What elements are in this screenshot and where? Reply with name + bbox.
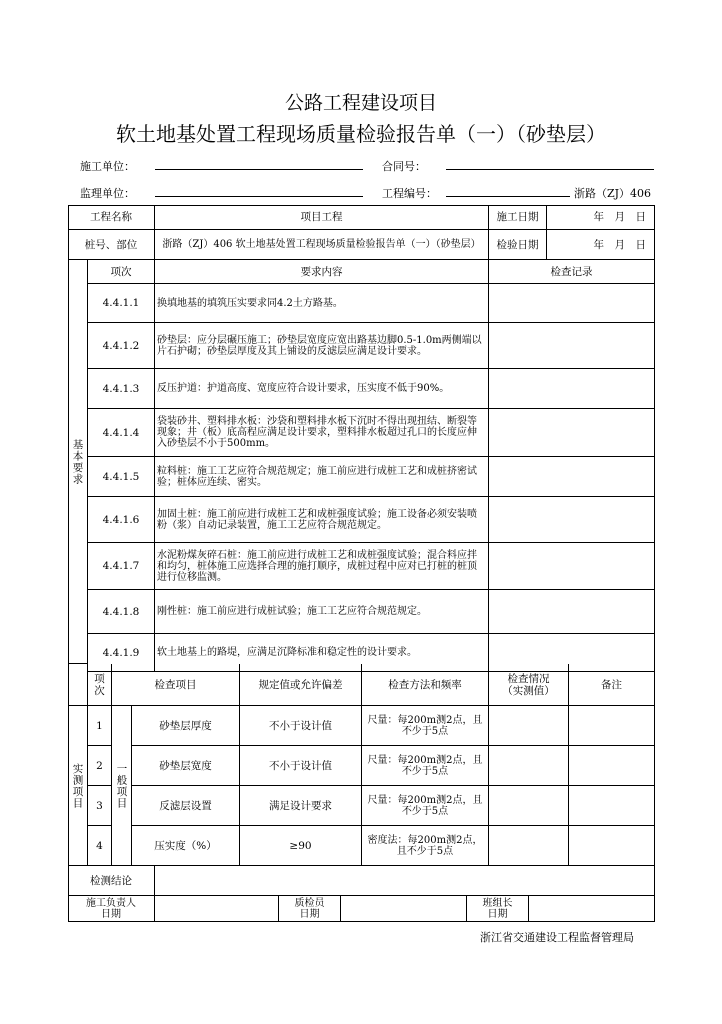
basic-section-text: 基本要求: [71, 438, 84, 485]
basic-item-no: 4.4.1.7: [88, 543, 155, 590]
inspection-date-label: 检验日期: [489, 230, 547, 260]
measured-col-item: 检查项目: [112, 664, 240, 706]
measured-row-no: 1: [88, 706, 112, 746]
measured-col-spec: 规定值或允许偏差: [240, 664, 362, 706]
conclusion-value[interactable]: [155, 866, 655, 896]
measured-row-spec: 不小于设计值: [240, 706, 362, 746]
team-leader-label: 班组长 日期: [467, 896, 529, 922]
inspection-date-value[interactable]: 年 月 日: [547, 230, 655, 260]
basic-item-no: 4.4.1.2: [88, 323, 155, 369]
measured-row-method: 密度法：每200m测2点，且不少于5点: [362, 826, 489, 866]
measured-col-method: 检查方法和频率: [362, 664, 489, 706]
station-value[interactable]: 浙路（ZJ）406 软土地基处置工程现场质量检验报告单（一）（砂垫层）: [155, 230, 489, 260]
basic-item-record[interactable]: [489, 497, 655, 543]
footer-authority: 浙江省交通建设工程监督管理局: [480, 931, 634, 944]
supervision-unit-field[interactable]: [155, 196, 363, 197]
basic-col-no: 项次: [88, 260, 155, 284]
measured-section-text: 实测项目: [71, 762, 84, 809]
basic-col-req: 要求内容: [155, 260, 489, 284]
measured-row-spec: 满足设计要求: [240, 786, 362, 826]
measured-row-method: 尺量：每200m测2点，且不少于5点: [362, 706, 489, 746]
measured-row-spec: 不小于设计值: [240, 746, 362, 786]
quality-inspector-label: 质检员 日期: [279, 896, 341, 922]
measured-row-remark[interactable]: [569, 826, 655, 866]
construction-lead-label: 施工负责人 日期: [68, 896, 155, 922]
basic-item-no: 4.4.1.1: [88, 284, 155, 323]
construction-date-value[interactable]: 年 月 日: [547, 205, 655, 230]
measured-row-remark[interactable]: [569, 786, 655, 826]
basic-item-no: 4.4.1.6: [88, 497, 155, 543]
supervision-unit-label: 监理单位：: [80, 187, 135, 200]
general-item-label: [112, 706, 132, 866]
project-no-label: 工程编号：: [382, 187, 437, 200]
basic-item-record[interactable]: [489, 284, 655, 323]
basic-item-record[interactable]: [489, 457, 655, 497]
measured-row-no: 3: [88, 786, 112, 826]
measured-row-spec: ≥90: [240, 826, 362, 866]
construction-date-label: 施工日期: [489, 205, 547, 230]
basic-item-text: 加固土桩：施工前应进行成桩工艺和成桩强度试验；施工设备必须安装喷粉（浆）自动记录装置，施工工艺应符合规范规定。: [155, 497, 489, 543]
measured-row-item: 反滤层设置: [132, 786, 240, 826]
basic-item-record[interactable]: [489, 543, 655, 590]
project-no-field[interactable]: [446, 196, 570, 197]
basic-item-no: 4.4.1.8: [88, 590, 155, 634]
basic-item-text: 水泥粉煤灰碎石桩：施工前应进行成桩工艺和成桩强度试验；混合料应拌和均匀，桩体施工应选择合理的施打顺序，成桩过程中应对已打桩的桩顶进行位移监测。: [155, 543, 489, 590]
general-item-text: 一般项目: [115, 762, 128, 809]
basic-item-no: 4.4.1.5: [88, 457, 155, 497]
contract-no-field[interactable]: [446, 169, 654, 170]
station-label: 桩号、部位: [68, 230, 155, 260]
measured-row-method: 尺量：每200m测2点，且不少于5点: [362, 786, 489, 826]
measured-row-result[interactable]: [489, 706, 569, 746]
measured-row-result[interactable]: [489, 826, 569, 866]
form-code: 浙路（ZJ）406: [574, 187, 652, 200]
measured-section-label: [68, 706, 88, 866]
basic-item-record[interactable]: [489, 409, 655, 457]
basic-item-text: 软土地基上的路堤，应满足沉降标准和稳定性的设计要求。: [155, 634, 489, 672]
measured-row-remark[interactable]: [569, 746, 655, 786]
quality-inspector-value[interactable]: [341, 896, 467, 922]
basic-item-record[interactable]: [489, 369, 655, 409]
contract-no-label: 合同号：: [382, 160, 426, 173]
measured-col-remark: 备注: [569, 664, 655, 706]
measured-row-no: 2: [88, 746, 112, 786]
basic-item-text: 砂垫层：应分层碾压施工；砂垫层宽度应宽出路基边脚0.5-1.0m两侧端以片石护砌；砂垫层厚度及其上铺设的反滤层应满足设计要求。: [155, 323, 489, 369]
basic-section-label: [68, 260, 88, 664]
team-leader-value[interactable]: [529, 896, 655, 922]
measured-row-method: 尺量：每200m测2点，且不少于5点: [362, 746, 489, 786]
construction-unit-field[interactable]: [155, 169, 363, 170]
basic-item-text: 袋装砂井、塑料排水板：沙袋和塑料排水板下沉时不得出现扭结、断裂等现象；井（板）底高程应满足设计要求，塑料排水板超过孔口的长度应伸入砂垫层不小于500mm。: [155, 409, 489, 457]
title-line2: 软土地基处置工程现场质量检验报告单（一）（砂垫层）: [116, 122, 606, 146]
construction-unit-label: 施工单位：: [80, 160, 135, 173]
measured-row-item: 砂垫层厚度: [132, 706, 240, 746]
measured-col-result: 检查情况（实测值）: [489, 664, 569, 706]
basic-item-no: 4.4.1.9: [88, 634, 155, 672]
basic-col-record: 检查记录: [489, 260, 655, 284]
basic-item-no: 4.4.1.3: [88, 369, 155, 409]
basic-item-text: 刚性桩：施工前应进行成桩试验；施工工艺应符合规范规定。: [155, 590, 489, 634]
measured-row-result[interactable]: [489, 746, 569, 786]
basic-item-record[interactable]: [489, 590, 655, 634]
measured-row-item: 砂垫层宽度: [132, 746, 240, 786]
basic-item-text: 反压护道：护道高度、宽度应符合设计要求，压实度不低于90%。: [155, 369, 489, 409]
title-line1: 公路工程建设项目: [284, 92, 437, 114]
basic-item-record[interactable]: [489, 323, 655, 369]
conclusion-label: 检测结论: [68, 866, 155, 896]
basic-item-text: 粒料桩：施工工艺应符合规范规定；施工前应进行成桩工艺和成桩挤密试验；桩体应连续、密实。: [155, 457, 489, 497]
measured-col-no: 项次: [88, 664, 112, 706]
basic-item-text: 换填地基的填筑压实要求同4.2土方路基。: [155, 284, 489, 323]
measured-row-result[interactable]: [489, 786, 569, 826]
measured-header-blank: [68, 664, 88, 706]
measured-row-item: 压实度（%）: [132, 826, 240, 866]
measured-row-no: 4: [88, 826, 112, 866]
measured-row-remark[interactable]: [569, 706, 655, 746]
project-name-label: 工程名称: [68, 205, 155, 230]
construction-lead-value[interactable]: [155, 896, 279, 922]
basic-item-no: 4.4.1.4: [88, 409, 155, 457]
project-name-value[interactable]: 项目工程: [155, 205, 489, 230]
